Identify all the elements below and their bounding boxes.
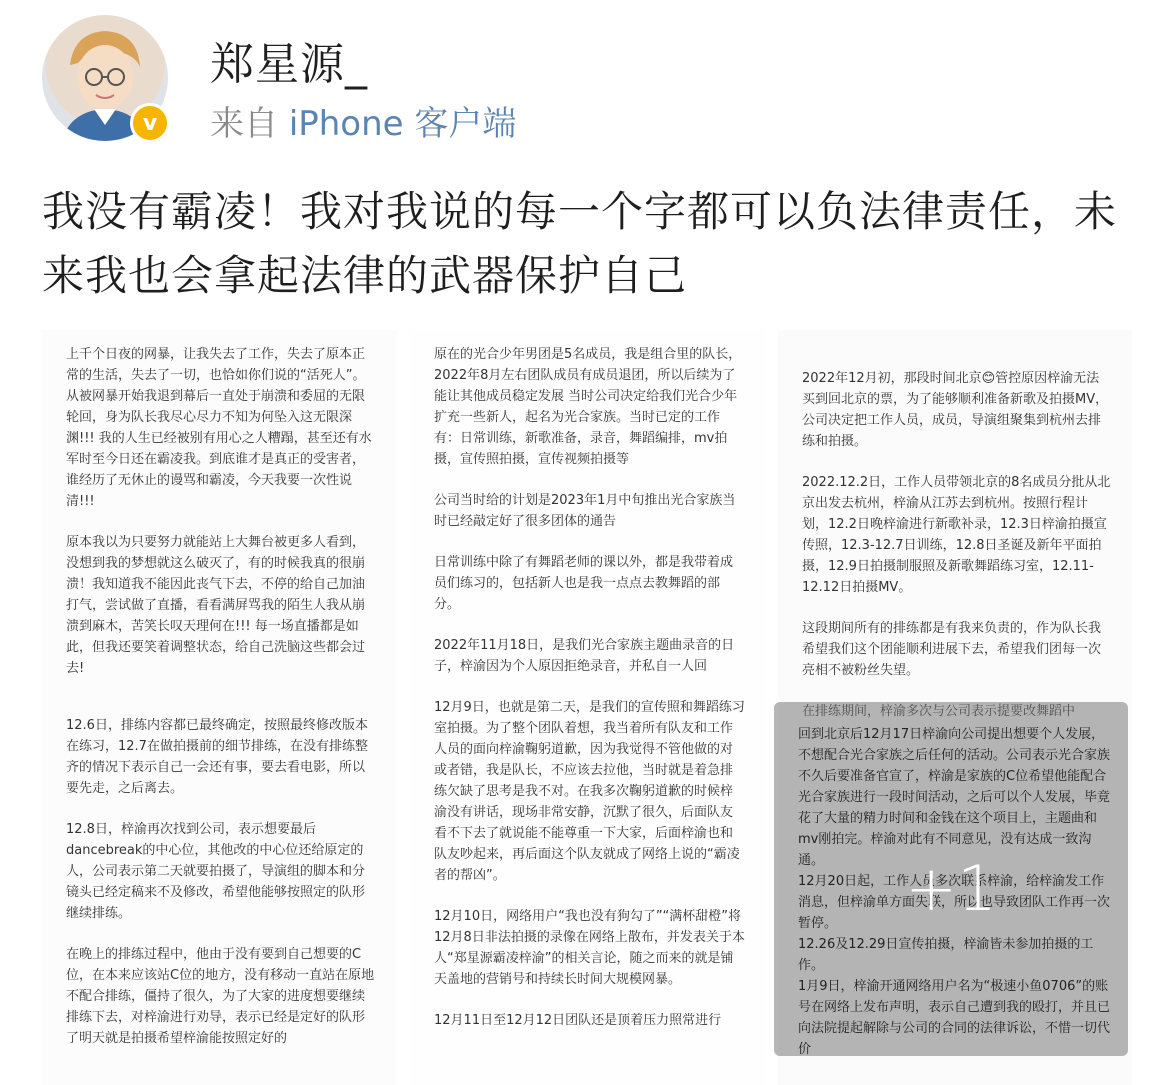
paragraph: 原在的光合少年男团是5名成员，我是组合里的队长，2022年8月左右团队成员有成员退团，所以后续为了能让其他成员稳定发展 当时公司决定给我们光合少年扩充一些新人，起名为光合家族。当时已定的工作有：日常训练，新歌准备，录音，舞蹈编排，mv拍摄，宣传照拍摄，宣传视频拍摄等 bbox=[434, 347, 742, 467]
image-tile-1[interactable] bbox=[42, 330, 397, 1085]
paragraph: 2022年11月18日，是我们光合家族主题曲录音的日子，梓渝因为个人原因拒绝录音，并私自一人回 bbox=[434, 638, 735, 674]
paragraph: 12.6日，排练内容都已最终确定，按照最终修改版本在练习，12.7在做拍摄前的细节排练，在没有排练整齐的情况下表示自己一会还有事，要去看电影，所以要先走，之后离去。 bbox=[66, 718, 368, 796]
paragraph: 日常训练中除了有舞蹈老师的课以外，都是我带着成员们练习的，包括新人也是我一点点去教舞蹈的部分。 bbox=[434, 555, 734, 612]
paragraph: 在晚上的排练过程中，他由于没有要到自己想要的C位，在本来应该站C位的地方，没有移动一直站在原地不配合排练，僵持了很久，为了大家的进度想要继续排练下去，对梓渝进行劝导，表示已经是定好的队形了明天就是拍摄希望梓渝能按照定好的 bbox=[66, 947, 375, 1046]
paragraph: 回到北京后12月17日梓渝向公司提出想要个人发展，不想配合光合家族之后任何的活动。公司表示光合家族不久后要准备官宣了，梓渝是家族的C位希望他能配合光合家族进行一段时间活动，之后可以个人发展，毕竟花了大量的精力时间和金钱在这个项目上，主题曲和mv刚拍完。梓渝对此有不同意见，没有达成一致沟通。 bbox=[798, 727, 1111, 868]
verified-badge-icon: v bbox=[130, 103, 170, 143]
paragraph: 12.8日，梓渝再次找到公司，表示想要最后dancebreak的中心位，其他改的中心位还给原定的人，公司表示第二天就要拍摄了，导演组的脚本和分镜头已经定稿来不及修改，希望他能够按照定的队形继续排练。 bbox=[66, 822, 366, 921]
paragraph: 1月9日，梓渝开通网络用户名为“极速小鱼0706”的账号在网络上发布声明，表示自己遭到我的殴打，并且已向法院提起解除与公司的合同的法律诉讼，不惜一切代价 bbox=[798, 979, 1111, 1057]
paragraph: 这段期间所有的排练都是有我来负责的，作为队长我希望我们这个团能顺利进展下去，希望我们团每一次亮相不被粉丝失望。 bbox=[802, 621, 1102, 678]
paragraph: 12.26及12.29日宣传拍摄，梓渝皆未参加拍摄的工作。 bbox=[798, 937, 1094, 973]
post-text: 我没有霸凌！我对我说的每一个字都可以负法律责任，未来我也会拿起法律的武器保护自己 bbox=[42, 187, 1118, 300]
avatar[interactable] bbox=[42, 15, 168, 141]
more-images-overlay[interactable] bbox=[774, 702, 1128, 1056]
source-client-link[interactable]: iPhone 客户端 bbox=[288, 104, 517, 144]
username[interactable]: 郑星源_ bbox=[210, 39, 368, 90]
paragraph: 2022年12月初，那段时间北京😊管控原因梓渝无法买到回北京的票，为了能够顺利准备新歌及拍摄MV，公司决定把工作人员，成员，导演组聚集到杭州去排练和拍摄。 bbox=[802, 371, 1109, 449]
post-header bbox=[0, 0, 1170, 160]
paragraph: 12月11日至12月12日团队还是顶着压力照常进行 bbox=[434, 1013, 722, 1028]
paragraph: 12月9日，也就是第二天，是我们的宣传照和舞蹈练习室拍摄。为了整个团队着想，我当着所有队友和工作人员的面向梓渝鞠躬道歉，因为我觉得不管他做的对或者错，我是队长，不应该去拉他，当时就是着急排练欠缺了思考是我不对。在我多次鞠躬道歉的时候梓渝没有讲话，现场非常安静，沉默了很久，后面队友看不下去了就说能不能尊重一下大家，后面梓渝也和队友吵起来，再后面这个队友就成了网络上说的“霸凌者的帮凶”。 bbox=[434, 700, 745, 883]
statement-page-3 bbox=[778, 330, 1132, 722]
source-prefix: 来自 bbox=[210, 104, 289, 144]
paragraph: 上千个日夜的网暴，让我失去了工作，失去了原本正常的生活，失去了一切，也恰如你们说的“活死人”。从被网暴开始我退到幕后一直处于崩溃和委屈的无限轮回，身为队长我尽心尽力不知为何坠入这无限深渊!!! 我的人生已经被别有用心之人糟蹋，甚至还有水军时至今日还在霸凌我。到底谁才是真正的受害者，谁经历了无休止的谩骂和霸凌，今天我要一次性说清!!! bbox=[66, 347, 372, 509]
paragraph: 2022.12.2日，工作人员带领北京的8名成员分批从北京出发去杭州，梓渝从江苏去到杭州。按照行程计划，12.2日晚梓渝进行新歌补录，12.3日梓渝拍摄宣传照，12.3-12.7日训练，12.8日圣诞及新年平面拍摄，12.9日拍摄制服照及新歌舞蹈练习室，12.11-12.12日拍摄MV。 bbox=[802, 475, 1111, 595]
more-images-count: +1 bbox=[905, 852, 997, 925]
paragraph: 12月20日起，工作人员多次联系梓渝，给梓渝发工作消息，但梓渝单方面失联，所以也导致团队工作再一次暂停。 bbox=[798, 874, 1111, 931]
statement-page-1 bbox=[42, 330, 397, 1049]
statement-page-2 bbox=[410, 330, 765, 1031]
paragraph: 原本我以为只要努力就能站上大舞台被更多人看到，没想到我的梦想就这么破灭了，有的时候我真的很崩溃！我知道我不能因此丧气下去，不停的给自己加油打气，尝试做了直播，看看满屏骂我的陌生人我从崩溃到麻木，苦笑长叹天理何在!!! 每一场直播都是如此，但我还要笑着调整状态，给自己洗脑这些都会过去! bbox=[66, 535, 366, 676]
image-tile-2[interactable] bbox=[410, 330, 765, 1085]
watermark bbox=[950, 1040, 1170, 1080]
post-source bbox=[210, 96, 516, 145]
paragraph: 公司当时给的计划是2023年1月中旬推出光合家族当时已经敲定好了很多团体的通告 bbox=[434, 493, 736, 529]
paragraph: 12月10日，网络用户“我也没有狗勾了”“满杯甜橙”将12月8日非法拍摄的录像在网络上散布，并发表关于本人“郑星源霸凌梓渝”的相关言论，随之而来的就是铺天盖地的营销号和持续长时间大规模网暴。 bbox=[434, 909, 745, 987]
